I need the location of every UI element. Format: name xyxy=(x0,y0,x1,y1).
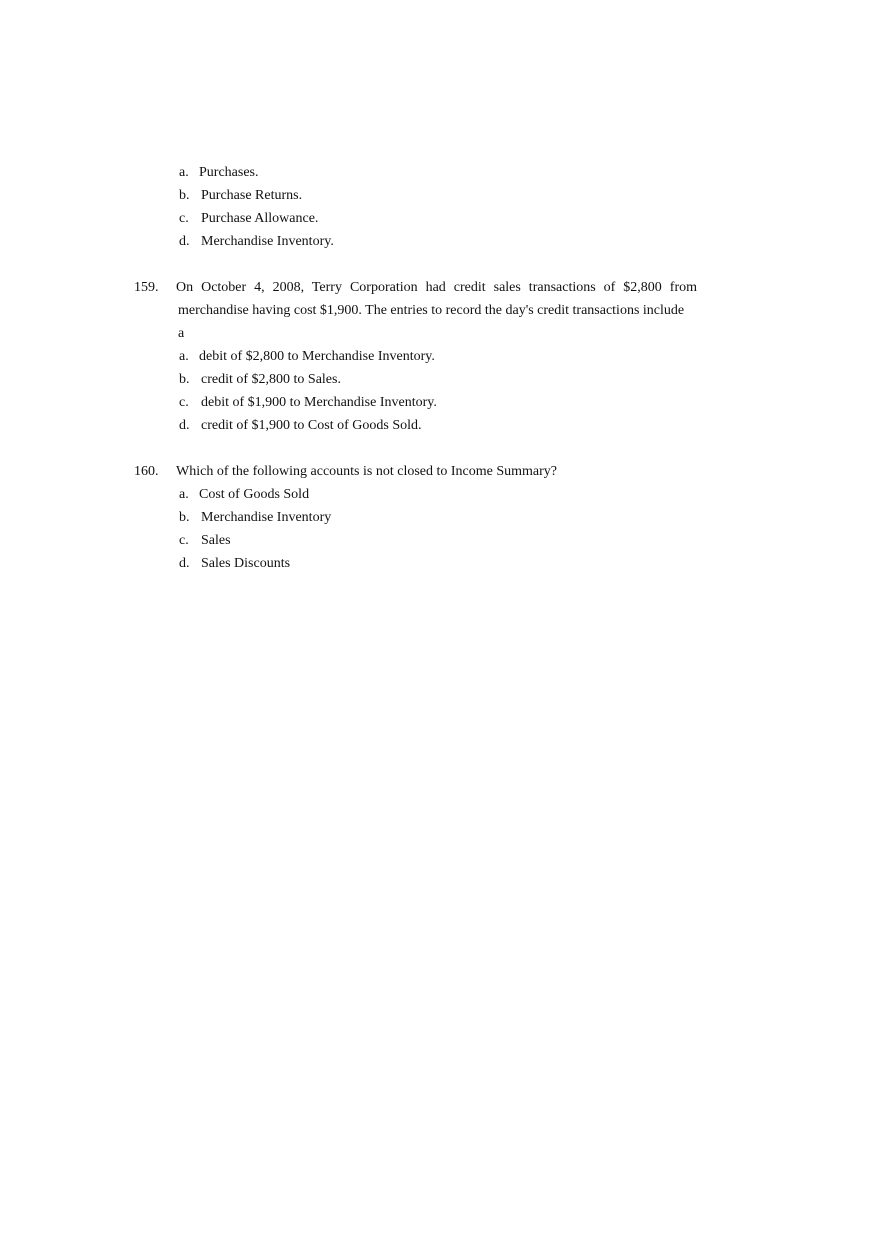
option-letter: a. xyxy=(179,349,189,364)
option-text: credit of $2,800 to Sales. xyxy=(201,372,341,387)
option-letter: a. xyxy=(179,487,189,502)
option-letter: b. xyxy=(179,510,190,525)
option-letter: d. xyxy=(179,418,190,433)
option-letter: c. xyxy=(179,395,189,410)
option-letter: d. xyxy=(179,234,190,249)
question-stem-line: On October 4, 2008, Terry Corporation had credit sales transactions of $2,800 from xyxy=(176,280,697,295)
option-text: Merchandise Inventory xyxy=(201,510,332,525)
option-letter: b. xyxy=(179,372,190,387)
option-text: debit of $2,800 to Merchandise Inventory. xyxy=(199,349,435,364)
option-text: Purchase Returns. xyxy=(201,188,303,203)
option-text: credit of $1,900 to Cost of Goods Sold. xyxy=(201,418,422,433)
option-letter: a. xyxy=(179,165,189,180)
option-text: Purchases. xyxy=(199,165,259,180)
question-number: 159. xyxy=(134,280,159,295)
option-text: debit of $1,900 to Merchandise Inventory. xyxy=(201,395,437,410)
option-letter: d. xyxy=(179,556,190,571)
option-text: Purchase Allowance. xyxy=(201,211,319,226)
option-text: Sales Discounts xyxy=(201,556,291,571)
question-number: 160. xyxy=(134,464,159,479)
option-letter: c. xyxy=(179,533,189,548)
question-stem-line: a xyxy=(178,326,185,341)
question-stem-line: merchandise having cost $1,900. The entries to record the day's credit transactions include xyxy=(178,303,685,318)
question-stem: Which of the following accounts is not closed to Income Summary? xyxy=(176,464,558,479)
option-letter: b. xyxy=(179,188,190,203)
option-text: Sales xyxy=(201,533,231,548)
option-letter: c. xyxy=(179,211,189,226)
option-text: Cost of Goods Sold xyxy=(199,487,310,502)
option-text: Merchandise Inventory. xyxy=(201,234,334,249)
